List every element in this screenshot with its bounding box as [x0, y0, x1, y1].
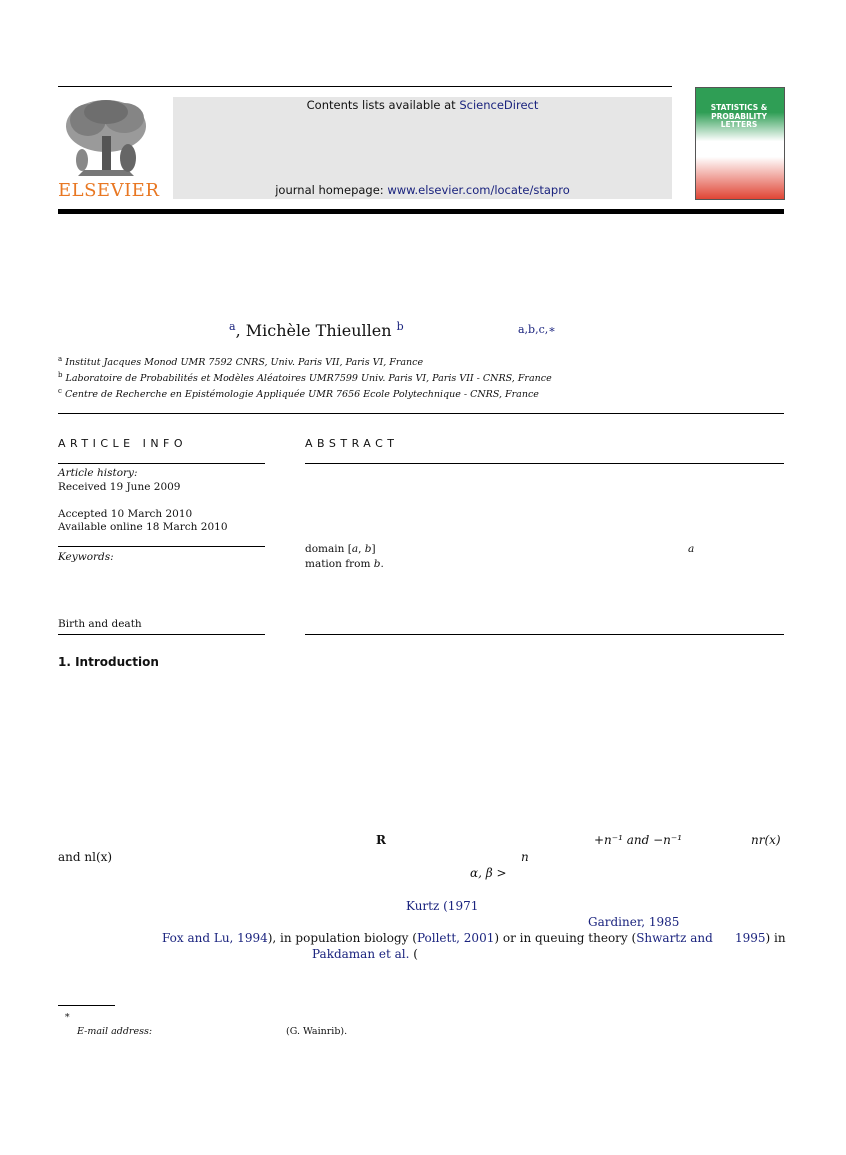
elsevier-wordmark: ELSEVIER: [58, 180, 160, 201]
homepage-link[interactable]: www.elsevier.com/locate/stapro: [387, 183, 570, 197]
cover-title: STATISTICS & PROBABILITY LETTERS: [710, 103, 768, 129]
abstract-rule-top: [305, 463, 784, 464]
keywords-rule: [58, 546, 265, 547]
intro-bold-R: R: [376, 833, 386, 847]
author-sup-abc[interactable]: a,b,c,∗: [518, 323, 556, 336]
author-line: [229, 321, 404, 340]
top-rule: [58, 86, 672, 87]
author-sup-b[interactable]: b: [396, 320, 404, 333]
homepage-line: [173, 183, 672, 197]
contents-prefix: Contents lists available at: [306, 98, 460, 112]
article-info-rule-bottom: [58, 634, 265, 635]
available-date: Available online 18 March 2010: [58, 521, 228, 533]
footnote-rule: [58, 1005, 115, 1006]
abstract-rule-bottom: [305, 634, 784, 635]
homepage-prefix: journal homepage:: [275, 183, 388, 197]
author-sup-a[interactable]: a: [229, 320, 236, 333]
footnote-email-name: (G. Wainrib).: [286, 1026, 348, 1037]
cite-gardiner[interactable]: Gardiner, 1985: [588, 915, 680, 929]
article-info-rule-top: [58, 463, 265, 464]
intro-rates: +n⁻¹ and −n⁻¹: [594, 833, 683, 847]
cite-shwartz[interactable]: Shwartz and: [636, 931, 713, 945]
intro-nr: nr(x): [751, 833, 781, 847]
cite-fox-lu[interactable]: Fox and Lu, 1994: [162, 931, 268, 945]
history-label: Article history:: [58, 467, 138, 479]
intro-citation-line: Fox and Lu, 1994), in population biology (Pollett, 2001) or in queuing theory (Shwartz and: [162, 931, 713, 945]
author-thieullen: , Michèle Thieullen: [235, 321, 392, 340]
keywords-label: Keywords:: [58, 551, 114, 563]
contents-line: [173, 98, 672, 112]
masthead-thick-rule: [58, 209, 784, 214]
accepted-date: Accepted 10 March 2010: [58, 508, 193, 520]
intro-pakdaman-line: Pakdaman et al. (: [312, 947, 418, 961]
affiliation-c: $^c$ Centre de Recherche en Epistémologie Appliquée UMR 7656 Ecole Polytechnique - CNRS, France: [58, 387, 539, 401]
intro-n: n: [521, 850, 529, 864]
keyword-birth-death: Birth and death: [58, 618, 142, 630]
abstract-line-1-right: a: [688, 543, 695, 555]
abstract-heading: ABSTRACT: [305, 437, 399, 450]
affiliation-b: $^b$ Laboratoire de Probabilités et Modèles Aléatoires UMR7599 Univ. Paris VI, Paris VII - CNRS, France: [58, 371, 552, 385]
footnote-email-label: E-mail address:: [77, 1026, 153, 1037]
affiliation-a: $^a$ Institut Jacques Monod UMR 7592 CNRS, Univ. Paris VII, Paris VI, France: [58, 355, 424, 369]
intro-and-nl: and nl(x): [58, 850, 113, 864]
received-date: Received 19 June 2009: [58, 481, 181, 493]
footnote-star: ∗: [64, 1010, 71, 1021]
cite-kurtz[interactable]: Kurtz (1971: [406, 899, 479, 913]
cite-year-1995[interactable]: 1995: [735, 931, 766, 945]
intro-alpha-beta: α, β >: [470, 866, 507, 880]
article-info-heading: ARTICLE INFO: [58, 437, 188, 450]
cite-pakdaman[interactable]: Pakdaman et al.: [312, 947, 410, 961]
cite-pollett[interactable]: Pollett, 2001: [416, 931, 495, 945]
intro-heading: 1. Introduction: [58, 655, 159, 669]
abstract-line-1: domain [a, b]: [305, 543, 376, 555]
section-rule: [58, 413, 784, 414]
abstract-line-2: mation from b.: [305, 558, 384, 570]
intro-citation-end: 1995) in: [735, 931, 786, 945]
sciencedirect-link[interactable]: ScienceDirect: [459, 98, 539, 112]
